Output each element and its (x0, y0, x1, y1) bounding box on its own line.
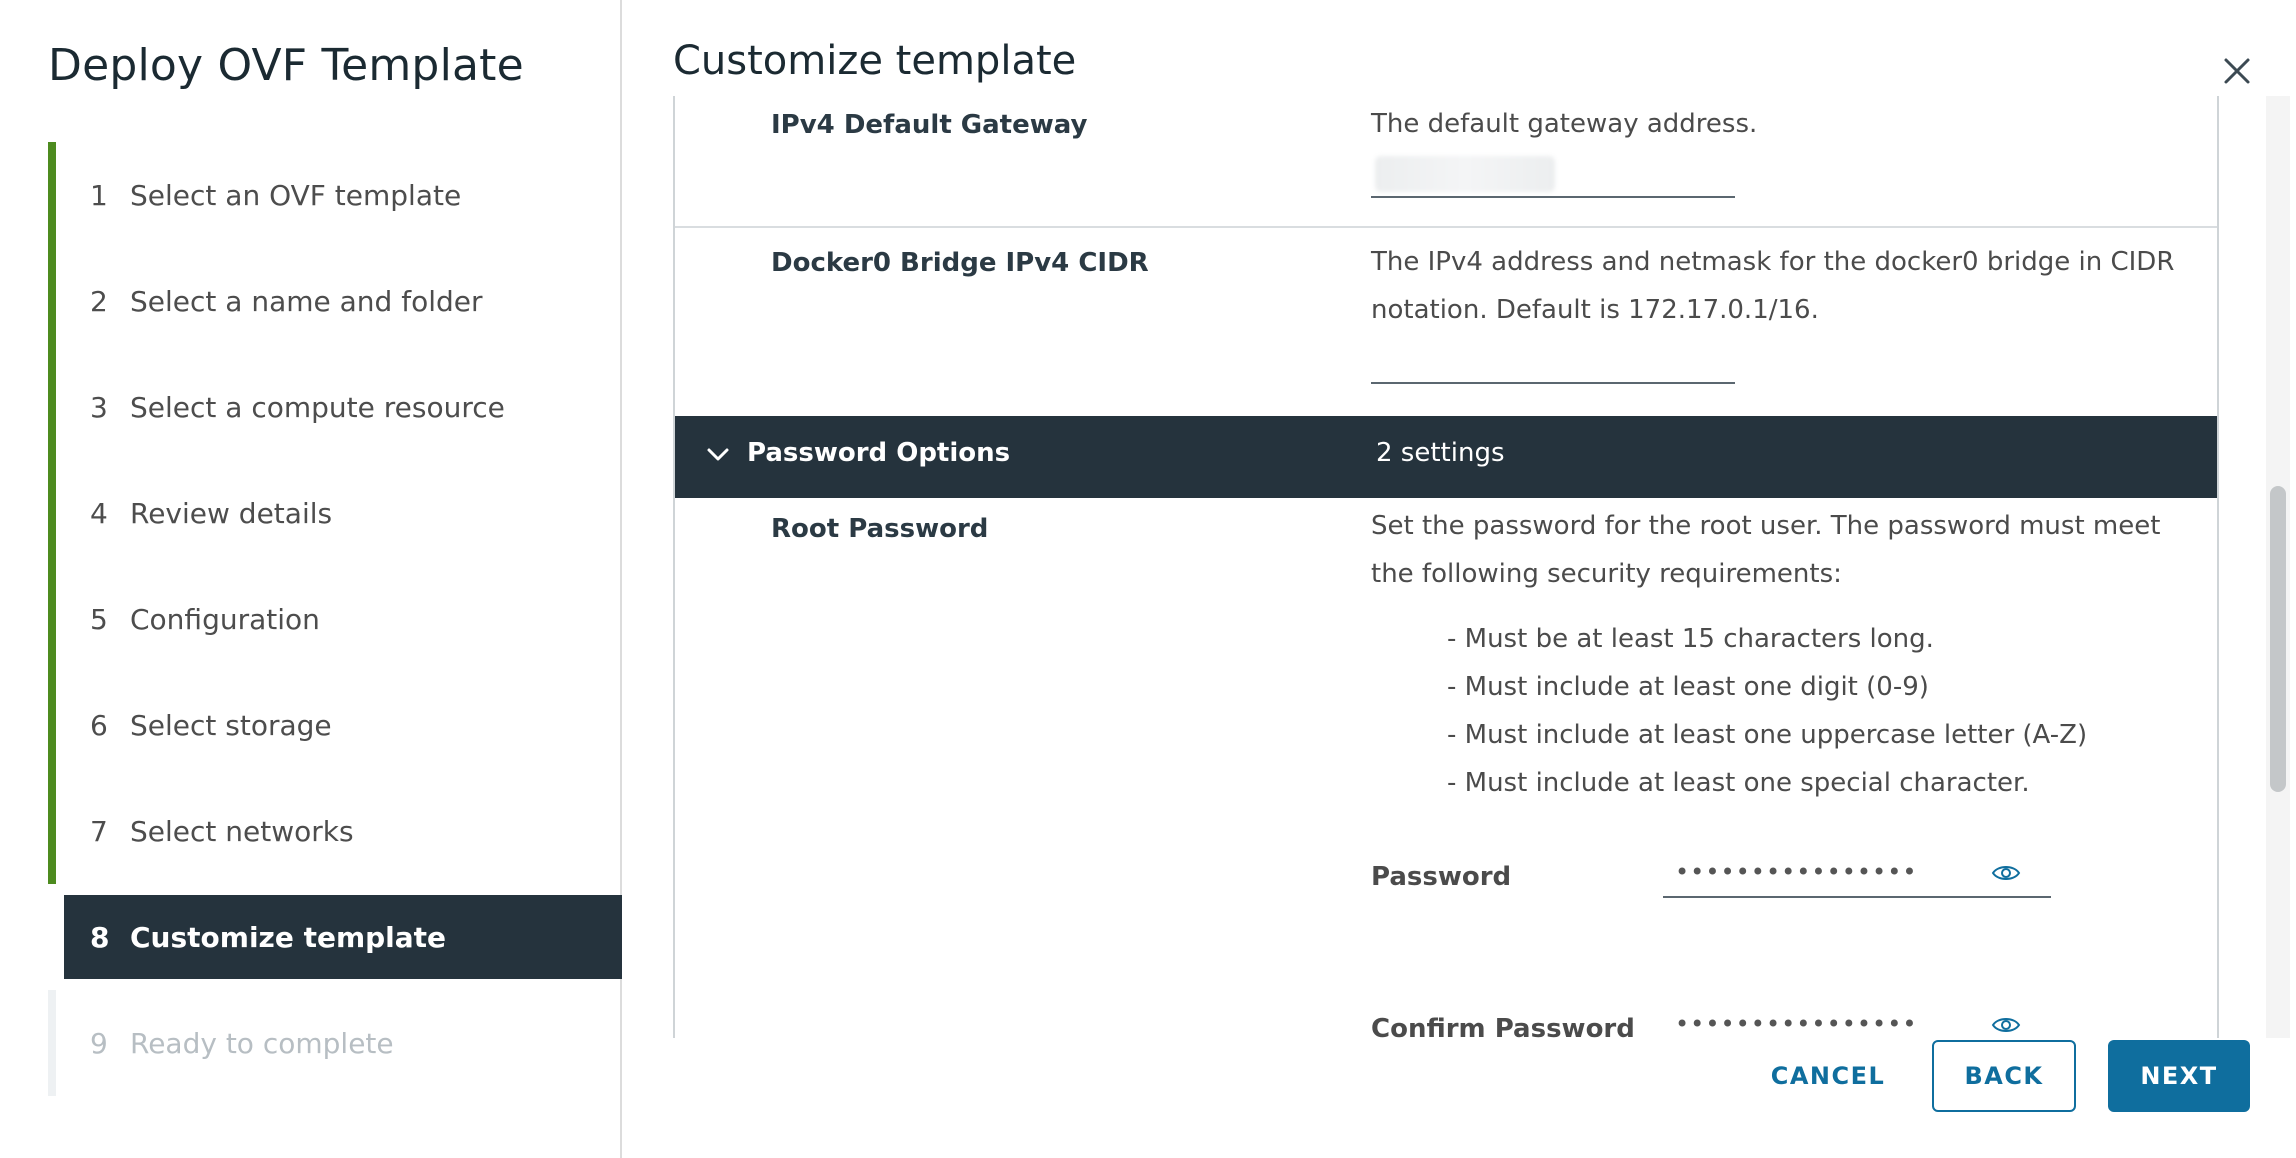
step-number: 8 (90, 920, 110, 954)
setting-label: Docker0 Bridge IPv4 CIDR (771, 248, 1149, 278)
close-icon (2218, 52, 2256, 90)
scrollbar-thumb[interactable] (2270, 486, 2286, 792)
step-progress-bar (48, 672, 56, 778)
step-label: Customize template (130, 920, 447, 954)
step-number: 7 (90, 814, 108, 848)
setting-description: The default gateway address. (1371, 109, 1758, 139)
section-settings-count: 2 settings (1376, 438, 1505, 468)
step-progress-bar (48, 566, 56, 672)
step-select-compute-resource[interactable] (48, 354, 622, 460)
step-label: Select networks (130, 814, 354, 848)
requirement-item: - Must include at least one uppercase letter (A-Z) (1447, 720, 2088, 750)
wizard-title: Deploy OVF Template (48, 40, 524, 91)
setting-description: The IPv4 address and netmask for the docker0 bridge in CIDR notation. Default is 172.17.0.1/16. (1371, 247, 2175, 325)
password-label: Password (1371, 862, 1512, 892)
close-button[interactable] (2218, 52, 2256, 90)
step-progress-bar (48, 460, 56, 566)
step-number: 5 (90, 602, 108, 636)
step-progress-bar (48, 354, 56, 460)
eye-icon[interactable] (1991, 862, 2021, 884)
setting-row-docker-cidr (675, 228, 2217, 416)
password-field[interactable] (1663, 852, 2051, 898)
requirement-item: - Must include at least one digit (0-9) (1447, 672, 1929, 702)
step-progress-bar (48, 990, 56, 1096)
step-label: Select a name and folder (130, 284, 483, 318)
requirement-item: - Must include at least one special character. (1447, 768, 2030, 798)
step-progress-bar (48, 248, 56, 354)
gateway-input-value (1375, 156, 1555, 192)
setting-row-root-password (675, 498, 2217, 1038)
section-title: Password Options (747, 438, 1011, 468)
step-customize-template[interactable] (64, 895, 622, 979)
setting-row-ipv4-gateway (675, 96, 2217, 226)
requirement-item: - Must be at least 15 characters long. (1447, 624, 1934, 654)
wizard-sidebar (0, 0, 622, 1158)
next-button[interactable]: NEXT (2108, 1040, 2250, 1112)
setting-label: IPv4 Default Gateway (771, 110, 1088, 140)
docker-cidr-input[interactable] (1371, 382, 1735, 384)
confirm-password-field[interactable] (1663, 1004, 2051, 1038)
step-number: 6 (90, 708, 108, 742)
settings-scroll-area[interactable] (673, 96, 2219, 1038)
password-value: •••••••••••••••• (1675, 858, 1918, 886)
setting-label: Root Password (771, 514, 989, 544)
step-label: Select an OVF template (130, 178, 462, 212)
gateway-input[interactable] (1371, 196, 1735, 198)
back-button[interactable]: BACK (1932, 1040, 2076, 1112)
page-title: Customize template (673, 38, 1077, 84)
chevron-down-icon (705, 442, 731, 468)
step-progress-bar (48, 142, 56, 248)
step-progress-bar (48, 778, 56, 884)
step-select-networks[interactable] (48, 778, 622, 884)
step-number: 4 (90, 496, 108, 530)
step-configuration[interactable] (48, 566, 622, 672)
confirm-password-label: Confirm Password (1371, 1014, 1635, 1038)
step-number: 3 (90, 390, 108, 424)
step-label: Select a compute resource (130, 390, 505, 424)
step-select-ovf-template[interactable] (48, 142, 622, 248)
eye-icon[interactable] (1991, 1014, 2021, 1036)
step-label: Configuration (130, 602, 320, 636)
step-number: 2 (90, 284, 108, 318)
wizard-steps (48, 142, 622, 1096)
step-ready-to-complete (48, 990, 622, 1096)
cancel-button[interactable]: CANCEL (1770, 1062, 1886, 1090)
section-password-options[interactable] (675, 416, 2217, 498)
step-select-storage[interactable] (48, 672, 622, 778)
step-number: 9 (90, 1026, 108, 1060)
step-label: Review details (130, 496, 333, 530)
step-label: Ready to complete (130, 1026, 394, 1060)
password-underline (1663, 896, 2051, 898)
confirm-password-value: •••••••••••••••• (1675, 1010, 1918, 1038)
step-review-details[interactable] (48, 460, 622, 566)
step-number: 1 (90, 178, 108, 212)
step-select-name-folder[interactable] (48, 248, 622, 354)
setting-description: Set the password for the root user. The password must meet the following security requirements: (1371, 511, 2161, 589)
step-label: Select storage (130, 708, 332, 742)
